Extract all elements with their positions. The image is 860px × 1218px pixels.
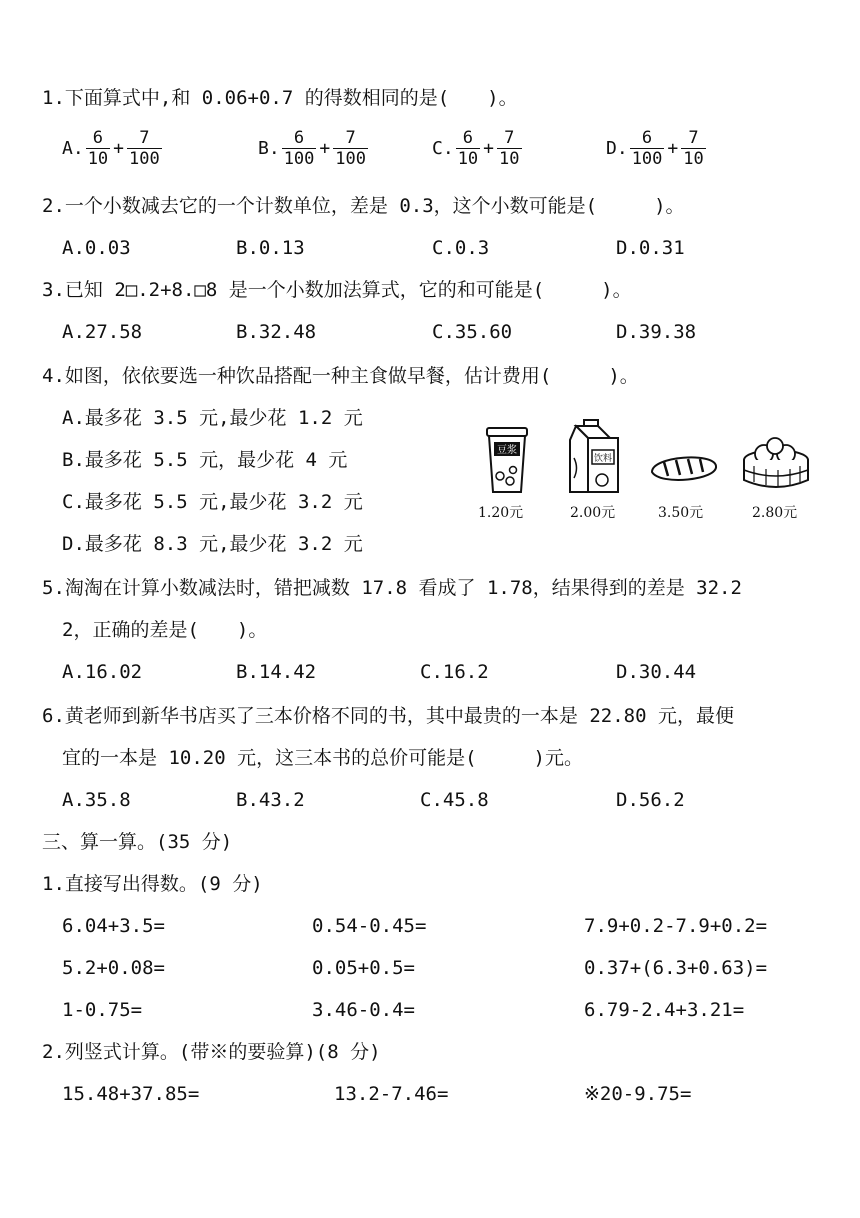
calc-item: 7.9+0.2-7.9+0.2= xyxy=(584,915,768,937)
milk-carton-icon xyxy=(566,418,622,496)
plus-sign: + xyxy=(319,138,331,159)
buns-price: 2.80元 xyxy=(752,505,798,521)
option-letter: B. xyxy=(258,138,280,159)
q5-option-a: A.16.02 xyxy=(62,661,143,683)
soymilk-price: 1.20元 xyxy=(478,505,524,521)
numerator: 6 xyxy=(293,128,305,148)
soymilk-cup-icon xyxy=(482,426,532,496)
denominator: 10 xyxy=(87,149,109,169)
calc-item: 1-0.75= xyxy=(62,999,143,1021)
q2-option-d: D.0.31 xyxy=(616,237,685,259)
calc-item: 6.04+3.5= xyxy=(62,915,165,937)
q4-option-c: C.最多花 5.5 元,最少花 3.2 元 xyxy=(62,491,363,513)
fraction xyxy=(127,128,162,169)
denominator: 10 xyxy=(499,149,520,169)
option-letter: D. xyxy=(606,138,628,159)
vertical-calc-item: 15.48+37.85= xyxy=(62,1083,200,1105)
q3-option-c: C.35.60 xyxy=(432,321,513,343)
q1-option-b xyxy=(258,128,370,169)
q4-option-d: D.最多花 8.3 元,最少花 3.2 元 xyxy=(62,533,363,555)
denominator: 100 xyxy=(283,149,315,169)
bread-icon xyxy=(646,448,720,488)
calc-item: 0.54-0.45= xyxy=(312,915,427,937)
fraction xyxy=(497,128,521,169)
q4-option-b: B.最多花 5.5 元，最少花 4 元 xyxy=(62,449,348,471)
option-letter: A. xyxy=(62,138,84,159)
q3-option-b: B.32.48 xyxy=(236,321,317,343)
steamed-buns-icon xyxy=(740,436,812,492)
numerator: 6 xyxy=(641,128,653,148)
plus-sign: + xyxy=(483,138,495,159)
denominator: 100 xyxy=(129,149,160,169)
calc-item: 5.2+0.08= xyxy=(62,957,165,979)
q6-option-b: B.43.2 xyxy=(236,789,305,811)
fraction xyxy=(282,128,317,169)
q6-option-c: C.45.8 xyxy=(420,789,489,811)
q6-option-d: D.56.2 xyxy=(616,789,685,811)
q3-stem: 3.已知 2□.2+8.□8 是一个小数加法算式，它的和可能是( )。 xyxy=(42,279,632,301)
numerator: 7 xyxy=(139,128,150,148)
option-letter: C. xyxy=(432,138,454,159)
numerator: 7 xyxy=(345,128,356,148)
soymilk-label: 豆浆 xyxy=(497,445,517,456)
vertical-calc-item: 13.2-7.46= xyxy=(334,1083,449,1105)
bread-price: 3.50元 xyxy=(658,505,704,521)
q5-option-b: B.14.42 xyxy=(236,661,317,683)
fraction xyxy=(456,128,480,169)
q1-stem: 1.下面算式中,和 0.06+0.7 的得数相同的是( )。 xyxy=(42,87,518,109)
q2-option-a: A.0.03 xyxy=(62,237,131,259)
q6-stem-line1: 6.黄老师到新华书店买了三本价格不同的书，其中最贵的一本是 22.80 元，最便 xyxy=(42,705,734,727)
denominator: 100 xyxy=(335,149,366,169)
q1-option-c xyxy=(432,128,524,169)
calc-item: 0.05+0.5= xyxy=(312,957,415,979)
q1-option-d xyxy=(606,128,708,169)
q3-option-a: A.27.58 xyxy=(62,321,143,343)
q4-option-a: A.最多花 3.5 元,最少花 1.2 元 xyxy=(62,407,363,429)
plus-sign: + xyxy=(113,138,125,159)
section3-part1-title: 1.直接写出得数。(9 分) xyxy=(42,873,263,895)
q3-option-d: D.39.38 xyxy=(616,321,697,343)
calc-item: 6.79-2.4+3.21= xyxy=(584,999,745,1021)
q4-stem: 4.如图，依依要选一种饮品搭配一种主食做早餐，估计费用( )。 xyxy=(42,365,639,387)
milk-price: 2.00元 xyxy=(570,505,616,521)
fraction xyxy=(681,128,705,169)
denominator: 100 xyxy=(631,149,663,169)
q5-stem-line1: 5.淘淘在计算小数减法时，错把减数 17.8 看成了 1.78，结果得到的差是 32.2 xyxy=(42,577,742,599)
fraction xyxy=(86,128,110,169)
numerator: 7 xyxy=(688,128,699,148)
carton-label: 饮料 xyxy=(593,454,613,464)
denominator: 10 xyxy=(457,149,479,169)
section3-part2-title: 2.列竖式计算。(带※的要验算)(8 分) xyxy=(42,1041,381,1063)
calc-item: 0.37+(6.3+0.63)= xyxy=(584,957,768,979)
q5-option-d: D.30.44 xyxy=(616,661,697,683)
fraction xyxy=(630,128,665,169)
numerator: 6 xyxy=(462,128,474,148)
fraction xyxy=(333,128,368,169)
section3-title: 三、算一算。(35 分) xyxy=(42,831,233,853)
plus-sign: + xyxy=(667,138,679,159)
vertical-calc-item: ※20-9.75= xyxy=(584,1083,692,1105)
q2-option-b: B.0.13 xyxy=(236,237,305,259)
calc-item: 3.46-0.4= xyxy=(312,999,415,1021)
q6-stem-line2: 宜的一本是 10.20 元，这三本书的总价可能是( )元。 xyxy=(62,747,583,769)
q6-option-a: A.35.8 xyxy=(62,789,131,811)
numerator: 7 xyxy=(504,128,515,148)
q2-option-c: C.0.3 xyxy=(432,237,490,259)
q5-option-c: C.16.2 xyxy=(420,661,489,683)
denominator: 10 xyxy=(683,149,704,169)
q1-option-a xyxy=(62,128,164,169)
q5-stem-line2: 2，正确的差是( )。 xyxy=(62,619,268,641)
q2-stem: 2.一个小数减去它的一个计数单位，差是 0.3，这个小数可能是( )。 xyxy=(42,195,685,217)
numerator: 6 xyxy=(92,128,104,148)
